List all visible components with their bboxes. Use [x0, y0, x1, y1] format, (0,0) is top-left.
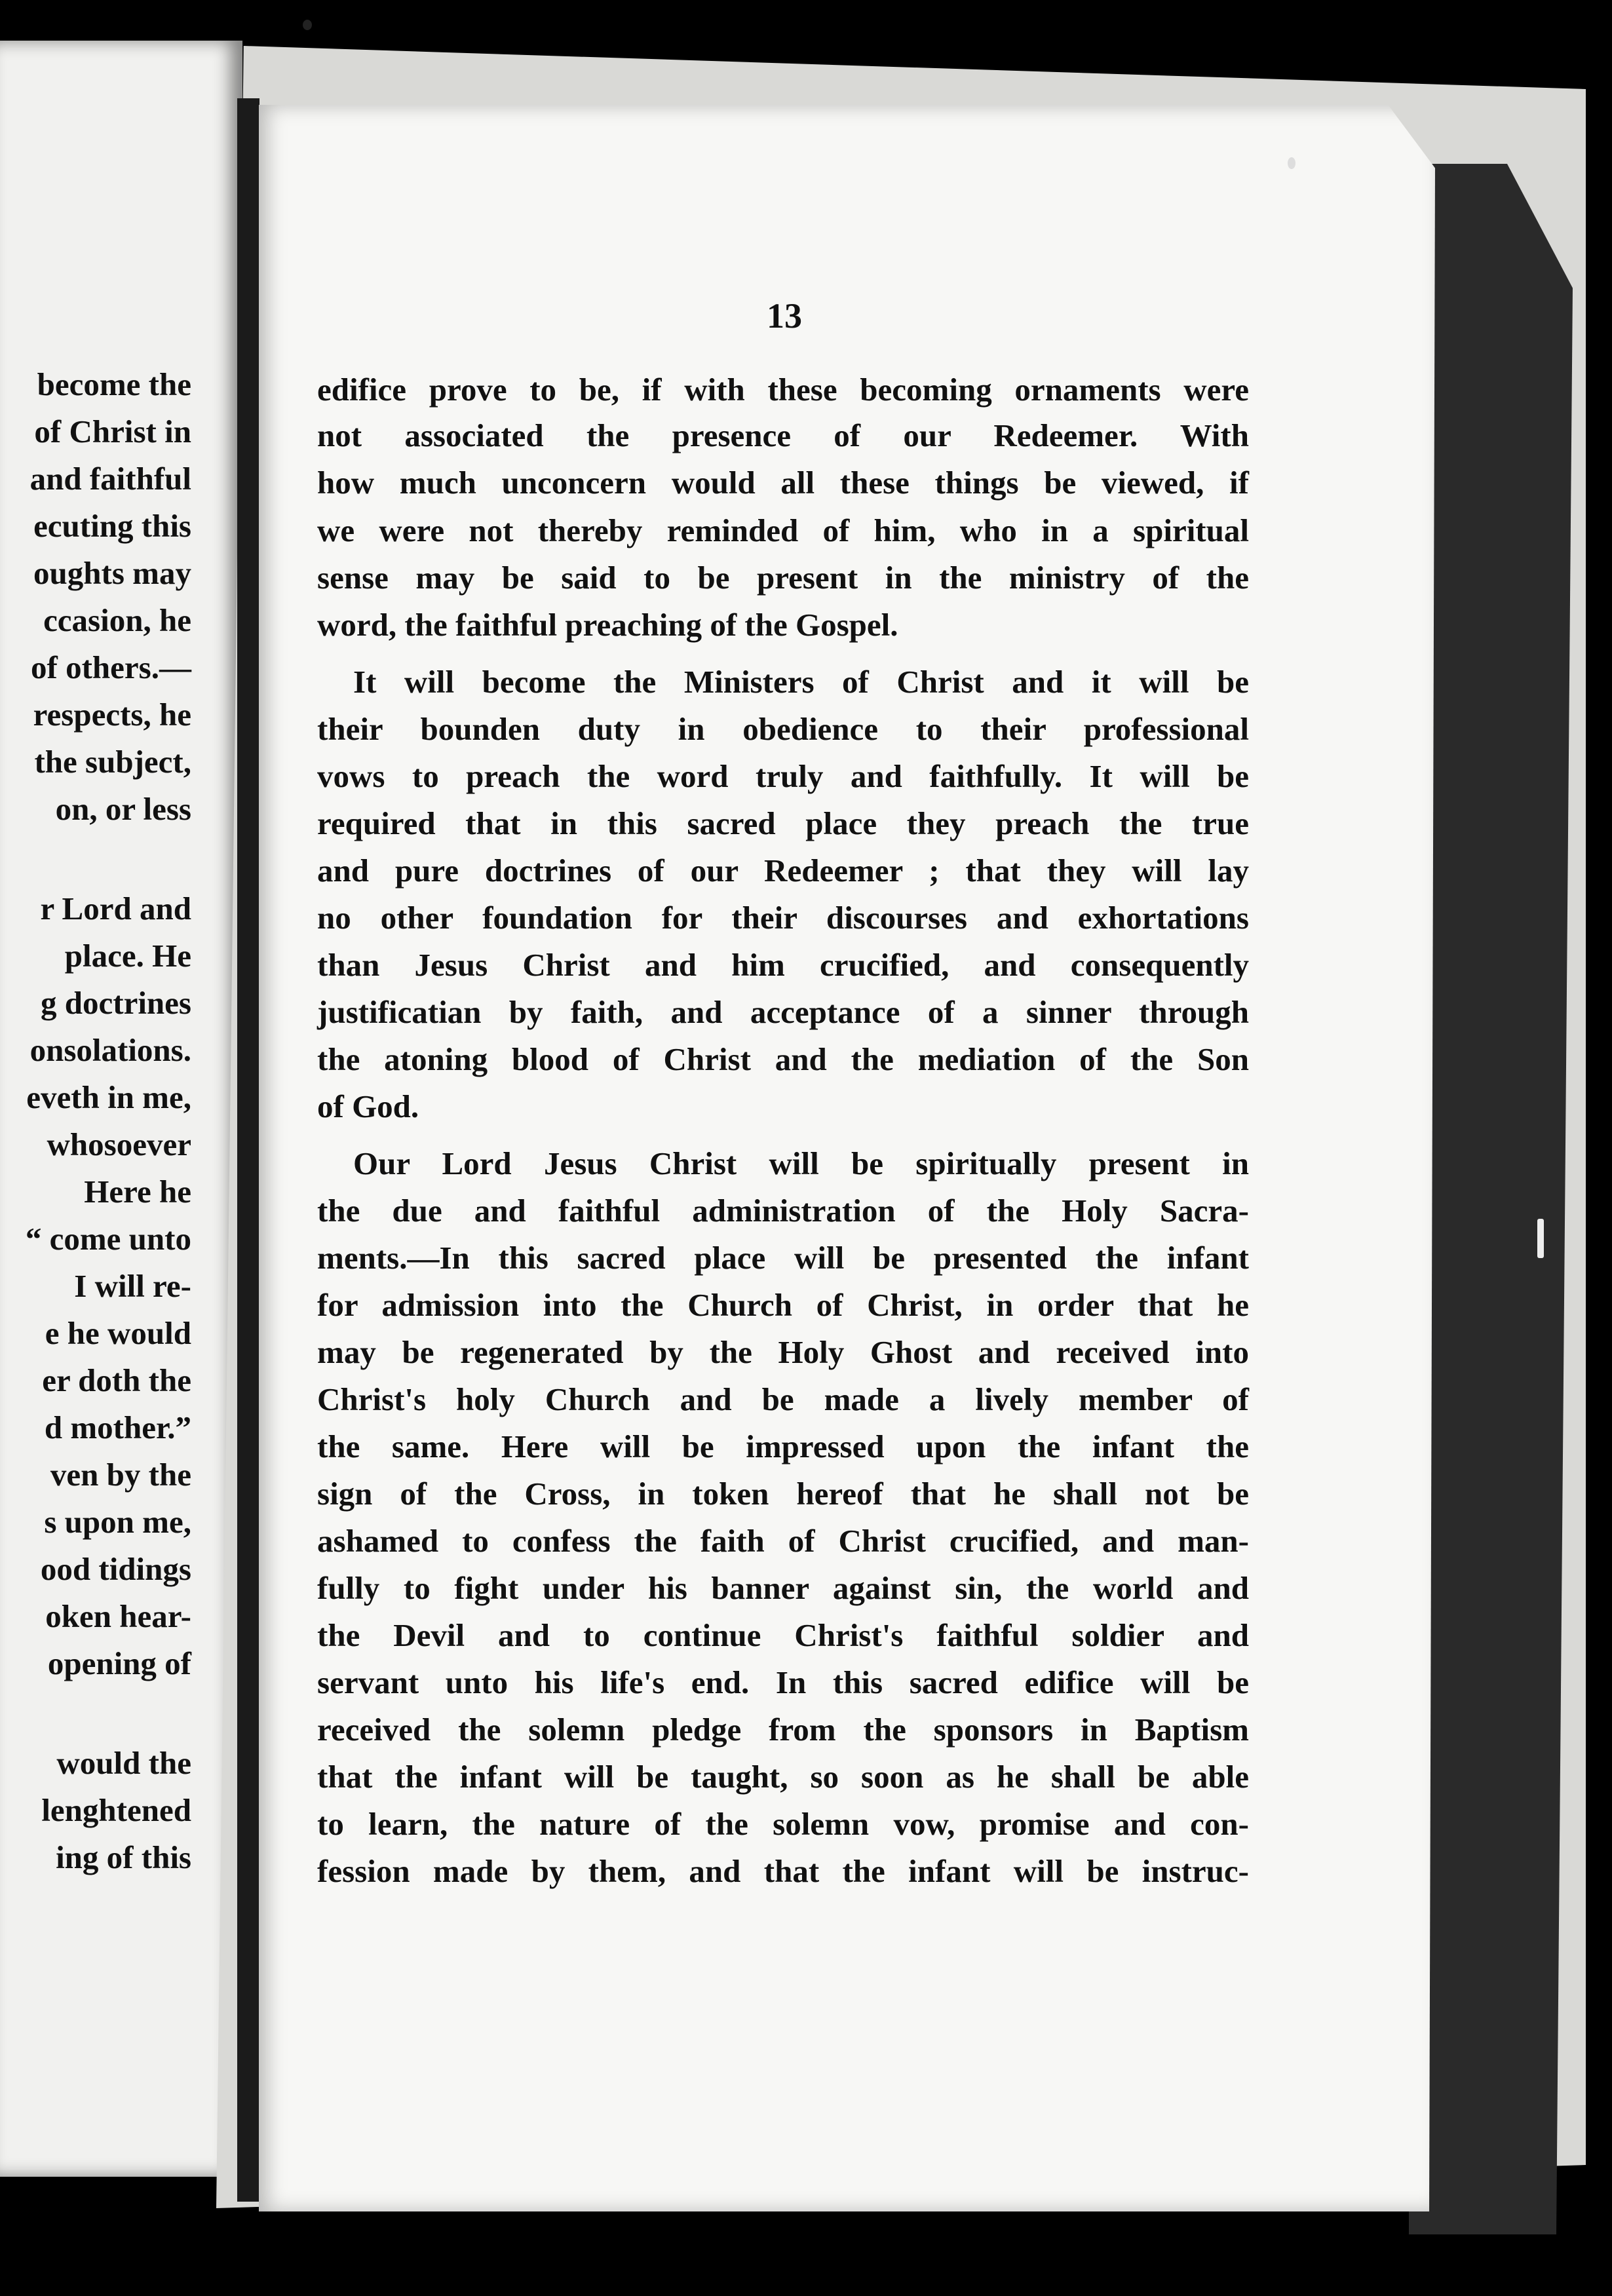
text-line: Christ's holy Church and be made a lively member of: [317, 1381, 1249, 1417]
left-page-line: oken hear-: [45, 1598, 191, 1634]
text-line: sense may be said to be present in the ministry of the: [317, 560, 1249, 596]
text-line: not associated the presence of our Redeemer. With: [317, 417, 1249, 453]
text-line: required that in this sacred place they preach the true: [317, 805, 1249, 841]
text-line: sign of the Cross, in token hereof that he shall not be: [317, 1476, 1249, 1512]
left-page-line: eveth in me,: [26, 1079, 191, 1115]
text-line: how much unconcern would all these things be viewed, if: [317, 465, 1249, 501]
text-line: to learn, the nature of the solemn vow, promise and con-: [317, 1806, 1249, 1842]
text-line: the Devil and to continue Christ's faithful soldier and: [317, 1617, 1249, 1653]
scan-speck: [303, 20, 312, 30]
left-page-line: place. He: [64, 938, 191, 974]
text-line: fession made by them, and that the infant will be instruc-: [317, 1853, 1249, 1889]
left-page-line: would the: [56, 1745, 191, 1781]
left-page-line: whosoever: [47, 1126, 191, 1162]
left-page-line: d mother.”: [44, 1409, 191, 1445]
left-page-line: e he would: [45, 1315, 191, 1351]
text-line: edifice prove to be, if with these becoming ornaments were: [317, 372, 1249, 408]
page-number: 13: [767, 296, 802, 335]
left-page-line: of Christ in: [34, 413, 191, 450]
text-line: the atoning blood of Christ and the mediation of the Son: [317, 1041, 1249, 1077]
left-page-line: r Lord and: [40, 890, 191, 927]
text-line: the due and faithful administration of the Holy Sacra-: [317, 1193, 1249, 1229]
left-page-line: Here he: [84, 1174, 191, 1210]
text-line: servant unto his life's end. In this sacred edifice will be: [317, 1664, 1249, 1700]
left-page-line: I will re-: [74, 1268, 191, 1304]
left-page-line: lenghtened: [41, 1792, 191, 1828]
text-line: that the infant will be taught, so soon as he shall be able: [317, 1759, 1249, 1795]
left-page-line: s upon me,: [44, 1504, 191, 1540]
text-line: no other foundation for their discourses and exhortations: [317, 900, 1249, 936]
text-line: for admission into the Church of Christ, in order that he: [317, 1287, 1249, 1323]
left-page-line: ood tidings: [40, 1551, 191, 1587]
text-line: the same. Here will be impressed upon the infant the: [317, 1428, 1249, 1464]
left-page-line: g doctrines: [41, 985, 191, 1021]
text-line: justificatian by faith, and acceptance of a sinner through: [317, 994, 1249, 1030]
text-line: we were not thereby reminded of him, who in a spiritual: [317, 512, 1249, 548]
text-line: fully to fight under his banner against sin, the world and: [317, 1570, 1249, 1606]
text-line: received the solemn pledge from the sponsors in Baptism: [317, 1712, 1249, 1748]
text-line: than Jesus Christ and him crucified, and consequently: [317, 947, 1249, 983]
text-line: vows to preach the word truly and faithfully. It will be: [317, 758, 1249, 794]
left-page-line: and faithful: [29, 461, 191, 497]
text-line: ashamed to confess the faith of Christ crucified, and man-: [317, 1523, 1249, 1559]
scan-speck: [1537, 1219, 1544, 1258]
text-line: and pure doctrines of our Redeemer ; that they will lay: [317, 852, 1249, 889]
left-page-line: ven by the: [50, 1457, 191, 1493]
left-page-line: ecuting this: [33, 508, 191, 544]
left-page-line: onsolations.: [29, 1032, 191, 1068]
text-line: It will become the Ministers of Christ and it will be: [353, 664, 1249, 700]
left-page-line: ing of this: [56, 1839, 191, 1875]
text-line: word, the faithful preaching of the Gospel.: [317, 607, 898, 643]
left-page-line: respects, he: [33, 697, 191, 733]
left-page-line: of others.—: [31, 649, 191, 685]
text-line: may be regenerated by the Holy Ghost and received into: [317, 1334, 1249, 1370]
left-page-line: oughts may: [33, 555, 191, 591]
text-line: of God.: [317, 1088, 419, 1124]
left-page-line: er doth the: [42, 1362, 191, 1398]
left-page-line: ccasion, he: [43, 602, 191, 638]
left-page-line: the subject,: [34, 744, 191, 780]
book-gutter: [237, 98, 259, 2202]
left-page-fragment: [0, 41, 242, 2177]
left-page-line: opening of: [47, 1645, 191, 1681]
text-line: Our Lord Jesus Christ will be spiritually present in: [353, 1145, 1249, 1181]
left-page-line: “ come unto: [25, 1221, 191, 1257]
text-line: ments.—In this sacred place will be presented the infant: [317, 1240, 1249, 1276]
left-page-line: on, or less: [55, 791, 191, 827]
left-page-line: become the: [37, 366, 191, 402]
text-line: their bounden duty in obedience to their professional: [317, 711, 1249, 747]
scan-speck: [1288, 157, 1295, 169]
